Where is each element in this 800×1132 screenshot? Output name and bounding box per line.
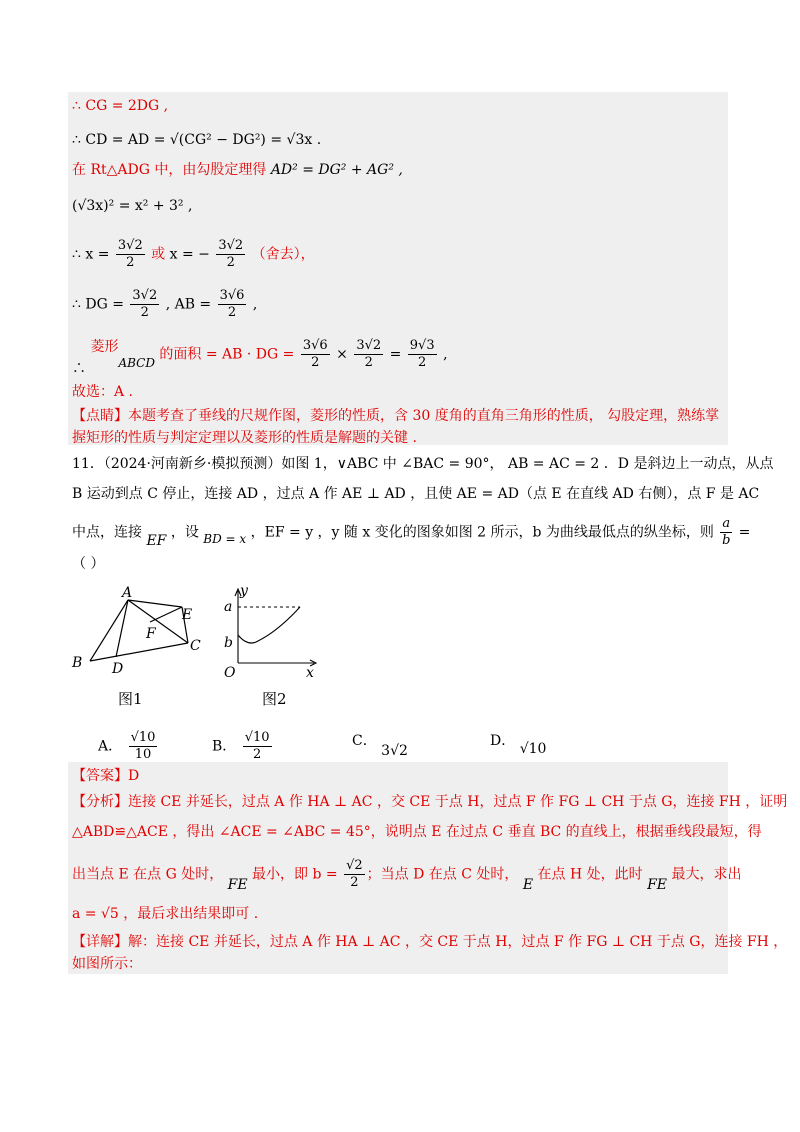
solution-line-7-c: ,	[443, 346, 448, 363]
solution-line-5-b: x = −	[169, 246, 210, 263]
label-o: O	[224, 665, 236, 680]
analysis-line-3-e: 最大，求出	[667, 866, 742, 883]
frac-num: 3√2	[356, 338, 382, 353]
solution-line-6	[72, 288, 257, 321]
frac-den: 2	[253, 747, 262, 762]
segment-ab	[90, 600, 128, 661]
option-d-label: D．	[490, 733, 516, 749]
frac-den: 10	[134, 747, 152, 762]
option-c[interactable]	[352, 730, 408, 759]
frac-num: 3√2	[218, 238, 244, 253]
answer-line: 【答案】D	[72, 768, 140, 784]
option-a[interactable]	[98, 730, 159, 763]
option-a-label: A．	[98, 738, 123, 755]
analysis-line-3-a: 出当点 E 在点 G 处时，	[72, 866, 228, 883]
option-a-frac	[129, 730, 158, 763]
frac-num: a	[722, 516, 731, 531]
frac-num: √10	[130, 730, 156, 745]
frac-num: 9√3	[409, 338, 435, 353]
label-b: B	[72, 655, 83, 671]
figure-1	[66, 585, 212, 675]
solution-line-5-frac2	[216, 238, 245, 271]
figure-2-caption: 图2	[262, 690, 287, 708]
analysis-line-4: a = √5 ，最后求出结果即可 .	[72, 906, 259, 922]
label-d: D	[112, 661, 124, 675]
question-line-3-a: 中点，连接	[72, 524, 147, 541]
solution-line-3	[72, 160, 403, 180]
analysis-line-2: △ABD≌△ACE ，得出 ∠ACE = ∠ABC = 45°，说明点 E 在过点 C 垂直 BC 的直线上，根据垂线段最短，得	[72, 824, 762, 840]
option-b[interactable]	[212, 730, 274, 763]
solution-line-7-frac2	[354, 338, 383, 371]
frac-num: √2	[346, 858, 363, 873]
analysis-line-3	[72, 858, 741, 891]
frac-num: 3√6	[219, 288, 245, 303]
solution-line-5-frac1	[116, 238, 145, 271]
detail-line-1: 【详解】解：连接 CE 并延长，过点 A 作 HA ⊥ AC ，交 CE 于点 H，过点 F 作 FG ⊥ CH 于点 G，连接 FH ，	[72, 934, 788, 950]
solution-line-7-a: 菱形	[90, 338, 119, 355]
analysis-fe2: FE	[647, 876, 668, 893]
solution-line-7-b: 的面积 = AB · DG =	[159, 346, 299, 363]
label-c: C	[190, 638, 201, 654]
analysis-fe: FE	[227, 876, 248, 893]
frac-den: b	[722, 533, 731, 548]
question-frac	[720, 516, 732, 549]
figure-2	[218, 585, 328, 680]
solution-line-6-a: ∴ DG =	[72, 296, 129, 313]
solution-line-5-mid: 或	[151, 246, 170, 263]
label-e: E	[182, 607, 193, 623]
analysis-frac	[344, 858, 365, 891]
frac-num: 3√2	[117, 238, 143, 253]
option-c-value: 3√2	[381, 743, 408, 759]
option-d-value: √10	[519, 741, 547, 757]
solution-line-6-c: ,	[252, 296, 258, 313]
solution-line-4: (√3x)² = x² + 3² ,	[72, 198, 193, 214]
choose-line: 故选：A .	[72, 384, 134, 400]
detail-line-2: 如图所示：	[72, 956, 142, 972]
label-a: A	[122, 585, 133, 601]
solution-line-6-b: , AB =	[165, 296, 216, 313]
solution-line-7-sub: ABCD	[118, 355, 155, 370]
frac-den: 2	[126, 255, 135, 270]
label-b: b	[224, 635, 233, 651]
comment-line-2: 握矩形的性质与判定定理以及菱形的性质是解题的关键 .	[72, 430, 417, 446]
label-f: F	[146, 626, 156, 642]
analysis-e: E	[522, 876, 534, 893]
solution-line-7-frac3	[408, 338, 437, 371]
solution-line-5-c: （舍去），	[251, 246, 315, 263]
option-b-label: B．	[212, 738, 237, 755]
analysis-line-3-d: 在点 H 处，此时	[533, 866, 648, 883]
frac-den: 2	[226, 255, 235, 270]
segment-bc	[90, 643, 188, 661]
solution-line-1: ∴ CG = 2DG ,	[72, 98, 169, 114]
question-line-3	[72, 516, 750, 549]
solution-line-3-formula: AD² = DG² + AG² ,	[270, 162, 403, 178]
frac-num: 3√2	[132, 288, 158, 303]
question-line-4: （ ）	[72, 556, 105, 572]
option-b-frac	[243, 730, 272, 763]
segment-ef	[150, 607, 182, 622]
analysis-line-3-b: 最小，即 b =	[247, 866, 343, 883]
analysis-line-1: 【分析】连接 CE 并延长，过点 A 作 HA ⊥ AC ，交 CE 于点 H，过点 F 作 FG ⊥ CH 于点 G，连接 FH ，证明	[72, 794, 788, 810]
question-line-3-c: ，EF = y ，y 随 x 变化的图象如图 2 所示，b 为曲线最低点的纵坐标，则	[246, 524, 719, 541]
label-a: a	[224, 599, 233, 615]
question-line-1: 11．（2024·河南新乡·模拟预测）如图 1，∨ABC 中 ∠BAC = 90°， AB = AC = 2 ．D 是斜边上一动点，从点	[72, 456, 774, 472]
figure-1-caption: 图1	[118, 690, 143, 708]
frac-den: 2	[311, 355, 320, 370]
question-line-3-d: =	[734, 524, 751, 541]
question-bd: BD = x	[203, 531, 247, 546]
therefore-symbol: ∴	[72, 360, 86, 377]
solution-line-7	[72, 338, 448, 377]
analysis-line-3-c: ；当点 D 在点 C 处时，	[366, 866, 523, 883]
question-line-2: B 运动到点 C 停止，连接 AD ，过点 A 作 AE ⊥ AD ，且使 AE = AD（点 E 在直线 AD 右侧），点 F 是 AC	[72, 486, 760, 502]
curve	[238, 607, 300, 643]
question-ef: EF	[146, 532, 167, 549]
frac-den: 2	[418, 355, 427, 370]
times-sign: ×	[336, 346, 353, 363]
solution-line-7-frac1	[301, 338, 330, 371]
solution-line-6-frac1	[130, 288, 159, 321]
frac-den: 2	[227, 305, 237, 320]
option-d[interactable]	[490, 730, 547, 757]
label-y: y	[240, 585, 248, 599]
solution-line-3-text: 在 Rt△ADG 中，由勾股定理得	[72, 162, 271, 178]
label-x: x	[306, 665, 314, 680]
option-c-label: C．	[352, 733, 377, 749]
frac-den: 2	[364, 355, 373, 370]
solution-line-6-frac2	[218, 288, 247, 321]
frac-num: √10	[244, 730, 270, 745]
comment-line-1: 【点睛】本题考查了垂线的尺规作图，菱形的性质，含 30 度角的直角三角形的性质， 勾股定理，熟练掌	[72, 408, 720, 424]
question-line-3-b: ，设	[166, 524, 204, 541]
solution-line-2: ∴ CD = AD = √(CG² − DG²) = √3x .	[72, 132, 322, 148]
equals-sign: =	[389, 346, 406, 363]
frac-num: 3√6	[302, 338, 328, 353]
solution-line-5-a: ∴ x =	[72, 246, 114, 263]
frac-den: 2	[140, 305, 149, 320]
solution-line-5	[72, 238, 315, 271]
frac-den: 2	[350, 875, 359, 890]
